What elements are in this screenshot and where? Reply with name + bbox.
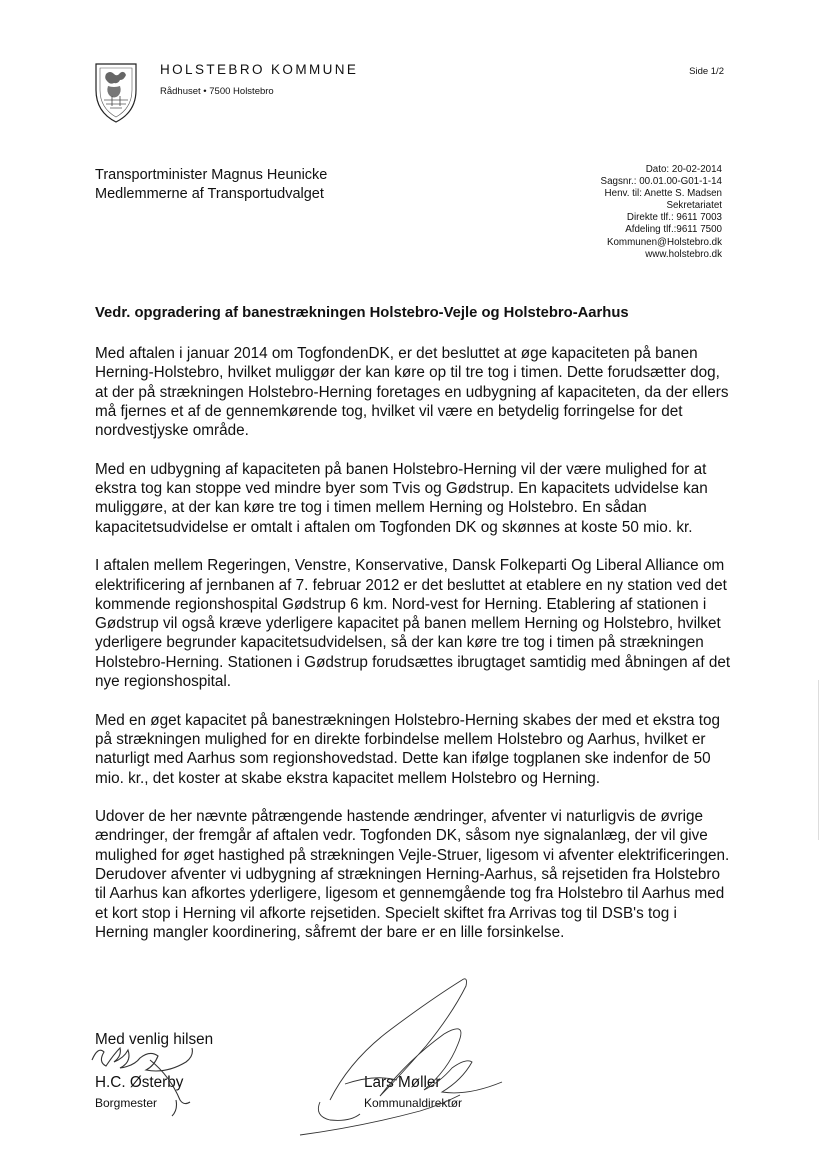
recipient-line-2: Medlemmerne af Transportudvalget [95,186,324,202]
meta-contact: Henv. til: Anette S. Madsen [604,188,722,200]
municipal-crest-icon [94,60,138,124]
closing-greeting: Med venlig hilsen [95,1031,214,1048]
letter-metadata [601,164,722,261]
letter-subject: Vedr. opgradering af banestrækningen Holstebro-Vejle og Holstebro-Aarhus [95,305,629,321]
meta-case-number: Sagsnr.: 00.01.00-G01-1-14 [600,176,722,188]
signatory-1-title: Borgmester [95,1096,158,1110]
page-edge-mark [818,680,819,840]
page-number: Side 1/2 [689,66,724,77]
signatory-1-name: H.C. Østerby [95,1074,184,1091]
recipient-line-1: Transportminister Magnus Heunicke [95,167,328,183]
body-paragraph-2: Med en udbygning af kapaciteten på banen Holstebro-Herning vil der være mulighed for at ekstra tog kan stoppe ved mindre byer som Tvis og Gødstrup. En kapacitets udvidelse kan muliggøre, at der kan køre tre tog i timen mellem Herning og Holstebro. En sådan kapacitetsudvidelse er omtalt i aftalen om Togfonden DK og skønnes at koste 50 mio. kr. [95,460,708,536]
body-paragraph-1: Med aftalen i januar 2014 om TogfondenDK, er det besluttet at øge kapaciteten på banen Herning-Holstebro, hvilket muliggør der kan køre op til tre tog i timen. Dette forudsætter dog, at der på strækningen Holstebro-Herning foretages en udbygning af kapaciteten, da der ellers må fjernes et af de gennemkørende tog, hvilket vil være en betydelig forringelse for det nordvestjyske område. [95,345,729,440]
meta-direct-phone: Direkte tlf.: 9611 7003 [626,212,722,224]
recipient-block [95,166,327,204]
body-paragraph-3: I aftalen mellem Regeringen, Venstre, Konservative, Dansk Folkeparti Og Liberal Alliance om elektrificering af jernbanen af 7. februar 2012 er det besluttet at etablere en ny station ved det kommende regionshospital Gødstrup 6 km. Nord-vest for Herning. Etablering af stationen i Gødstrup vil også kræve yderligere kapacitet på banen mellem Herning og Holstebro, hvilket yderligere begrunder kapacitetsudvidelsen, så der kan køre tre tog i timen på strækningen Holstebro-Herning. Stationen i Gødstrup forudsættes ibrugtaget samtidig med åbningen af det nye regionshospital. [95,557,731,691]
body-paragraph-5: Udover de her nævnte påtrængende hastende ændringer, afventer vi naturligvis de øvrige ændringer, der fremgår af aftalen vedr. Togfonden DK, såsom nye signalanlæg, der vil give mulighed for øget hastighed på strækningen Vejle-Struer, ligesom vi afventer elektrificeringen. Derudover afventer vi udbygning af strækningen Herning-Aarhus, så rejsetiden fra Holstebro til Aarhus kan afkortes yderligere, ligesom et gennemgående tog fra Holstebro til Aarhus med et kort stop i Herning vil afkorte rejsetiden. Specielt skiftet fra Arrivas tog til DSB's tog i Herning mangler koordinering, såfremt der bare er en lille forsinkelse. [95,808,730,941]
meta-email: Kommunen@Holstebro.dk [606,236,722,248]
meta-department: Sekretariatet [666,200,722,212]
meta-website: www.holstebro.dk [645,248,722,260]
body-paragraph-4: Med en øget kapacitet på banestrækningen Holstebro-Herning skabes der med et ekstra tog på strækningen mulighed for en direkte forbindelse mellem Holstebro og Aarhus, hvilket er naturligt med Aarhus som regionshovedstad. Dette kan ifølge togplanen ske indenfor de 50 mio. kr., det koster at skabe ekstra kapacitet mellem Holstebro og Herning. [95,711,720,787]
signature-2 [300,979,502,1135]
organization-name: HOLSTEBRO KOMMUNE [160,62,359,77]
signatory-2-name: Lars Møller [364,1074,441,1091]
meta-dept-phone: Afdeling tlf.:9611 7500 [625,224,722,236]
organization-address: Rådhuset • 7500 Holstebro [160,86,274,97]
meta-date: Dato: 20-02-2014 [645,164,722,175]
signatory-2-title: Kommunaldirektør [364,1096,463,1110]
letter-body [95,344,732,962]
